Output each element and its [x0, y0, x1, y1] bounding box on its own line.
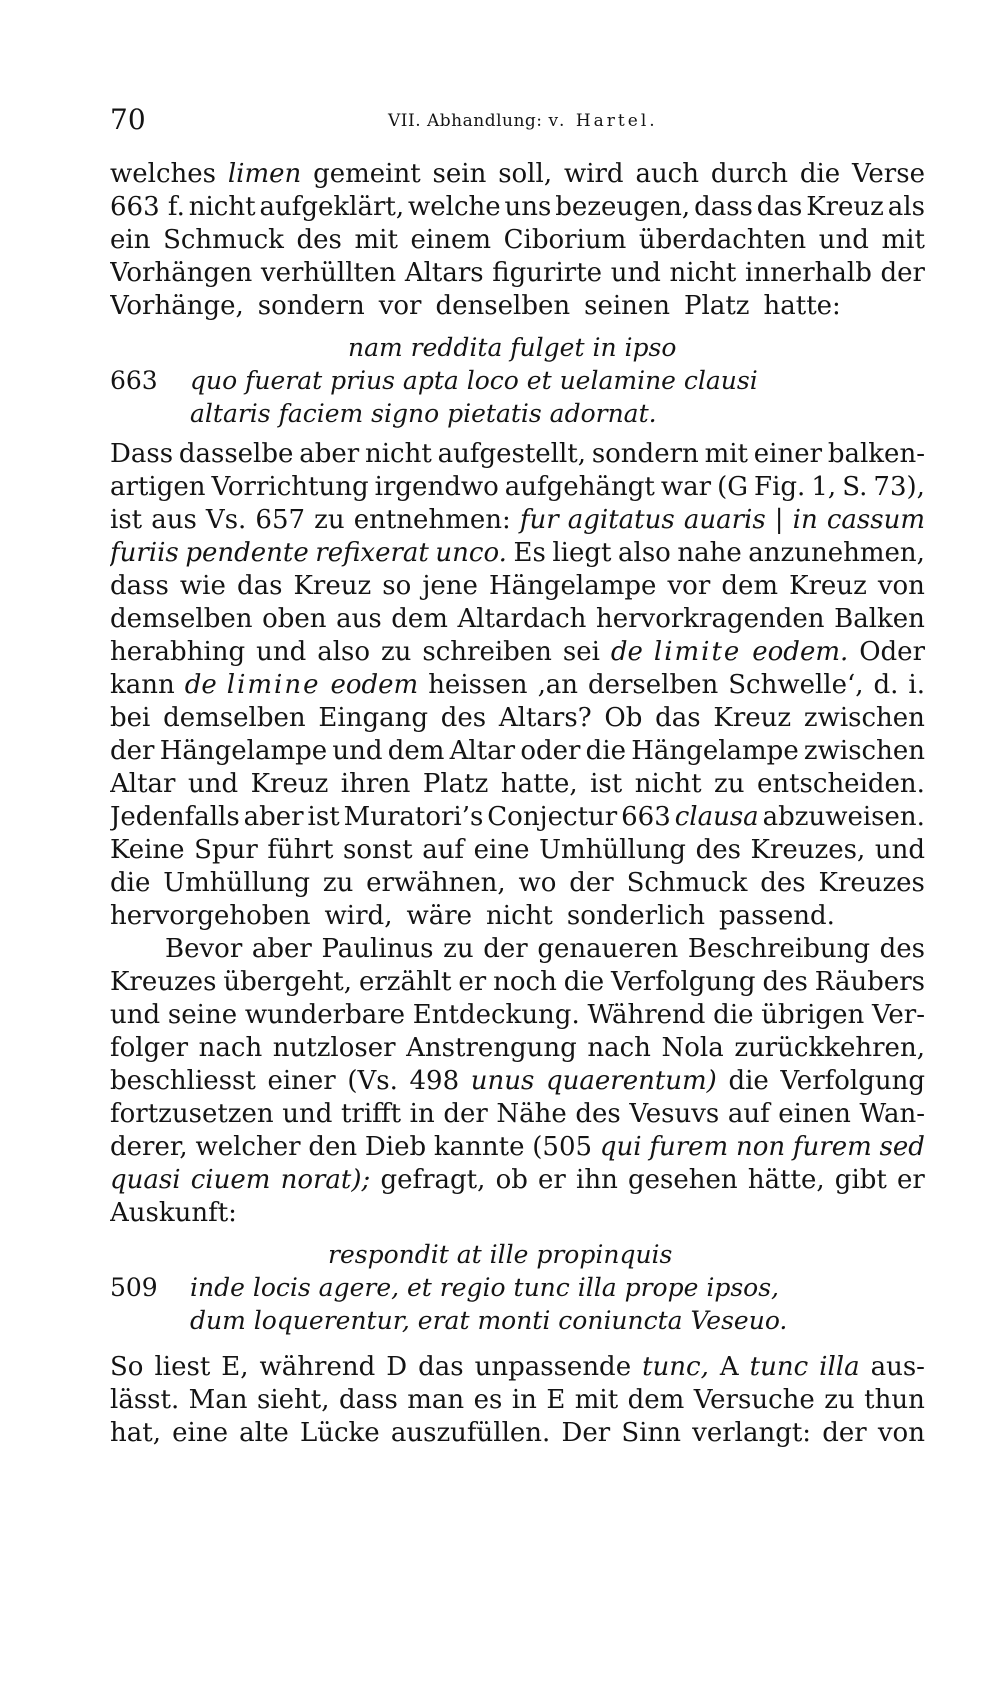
verse-line: respondit at ille propinquis — [328, 1240, 673, 1269]
text-line: und seine wunderbare Entdeckung. Während die übrigen Ver- — [110, 1000, 925, 1030]
running-head-part: VII. Abhandlung: — [388, 111, 543, 131]
text-line: der Hängelampe und dem Altar oder die Hängelampe zwischen — [110, 736, 925, 766]
page-body — [110, 158, 925, 1450]
text-line: hat, eine alte Lücke auszufüllen. Der Sinn verlangt: der von — [110, 1418, 925, 1448]
text-line: ein Schmuck des mit einem Ciborium überdachten und mit — [110, 225, 925, 255]
text-line: bei demselben Eingang des Altars? Ob das Kreuz zwischen — [110, 703, 925, 733]
text-line: Kreuzes übergeht, erzählt er noch die Verfolgung des Räubers — [110, 967, 925, 997]
text-line: Dass dasselbe aber nicht aufgestellt, sondern mit einer balken- — [110, 439, 925, 469]
text-line: artigen Vorrichtung irgendwo aufgehängt war (G Fig. 1, S. 73), — [110, 472, 925, 502]
text-line: kann de limine eodem heissen ‚an derselben Schwelle‘, d. i. — [110, 670, 925, 700]
page-header — [110, 100, 925, 140]
verse-number: 663 — [110, 366, 158, 395]
text-line: beschliesst einer (Vs. 498 unus quaerentum) die Verfolgung — [110, 1066, 925, 1096]
verse-line: nam reddita fulget in ipso — [348, 333, 677, 362]
text-line: folger nach nutzloser Anstrengung nach Nola zurückkehren, — [110, 1033, 925, 1063]
text-line: herabhing und also zu schreiben sei de limite eodem. Oder — [110, 637, 925, 667]
verse-line: 663 quo fuerat prius apta loco et uelamine clausi — [110, 366, 758, 395]
verse-number: 509 — [110, 1273, 158, 1302]
text-line: ist aus Vs. 657 zu entnehmen: fur agitatus auaris | in cassum — [110, 505, 925, 535]
text-line: Keine Spur führt sonst auf eine Umhüllung des Kreuzes, und — [110, 835, 925, 865]
text-line: Altar und Kreuz ihren Platz hatte, ist nicht zu entscheiden. — [110, 769, 925, 799]
text-line: derer, welcher den Dieb kannte (505 qui furem non furem sed — [110, 1132, 925, 1162]
text-line: die Umhüllung zu erwähnen, wo der Schmuck des Kreuzes — [110, 868, 925, 898]
text-line: hervorgehoben wird, wäre nicht sonderlich passend. — [110, 901, 835, 931]
text-line: furiis pendente refixerat unco. Es liegt also nahe anzunehmen, — [110, 538, 925, 568]
page-number: 70 — [110, 103, 146, 136]
text-line: Vorhänge, sondern vor denselben seinen Platz hatte: — [110, 291, 841, 321]
text-line: dass wie das Kreuz so jene Hängelampe vor dem Kreuz von — [110, 571, 925, 601]
text-line: lässt. Man sieht, dass man es in E mit dem Versuche zu thun — [110, 1385, 925, 1415]
text-line: Auskunft: — [110, 1198, 237, 1228]
text-line: So liest E, während D das unpassende tunc, A tunc illa aus- — [110, 1352, 925, 1382]
text-line: Bevor aber Paulinus zu der genaueren Beschreibung des — [165, 934, 925, 964]
text-line: 663 f. nicht aufgeklärt, welche uns bezeugen, dass das Kreuz als — [110, 192, 925, 222]
text-line: quasi ciuem norat); gefragt, ob er ihn gesehen hätte, gibt er — [110, 1165, 925, 1195]
text-line: fortzusetzen und trifft in der Nähe des Vesuvs auf einen Wan- — [110, 1099, 925, 1129]
text-line: demselben oben aus dem Altardach hervorkragenden Balken — [110, 604, 925, 634]
text-line: Vorhängen verhüllten Altars figurirte und nicht innerhalb der — [110, 258, 925, 288]
verse-line: altaris faciem signo pietatis adornat. — [190, 399, 657, 428]
verse-line: 509 inde locis agere, et regio tunc illa prope ipsos, — [110, 1273, 779, 1302]
running-head — [388, 106, 658, 136]
running-head-author: v. Hartel. — [548, 111, 658, 131]
text-line: welches limen gemeint sein soll, wird auch durch die Verse — [110, 159, 925, 189]
text-line: Jedenfalls aber ist Muratori’s Conjectur 663 clausa abzuweisen. — [110, 802, 925, 832]
verse-line: dum loquerentur, erat monti coniuncta Veseuo. — [190, 1306, 788, 1335]
